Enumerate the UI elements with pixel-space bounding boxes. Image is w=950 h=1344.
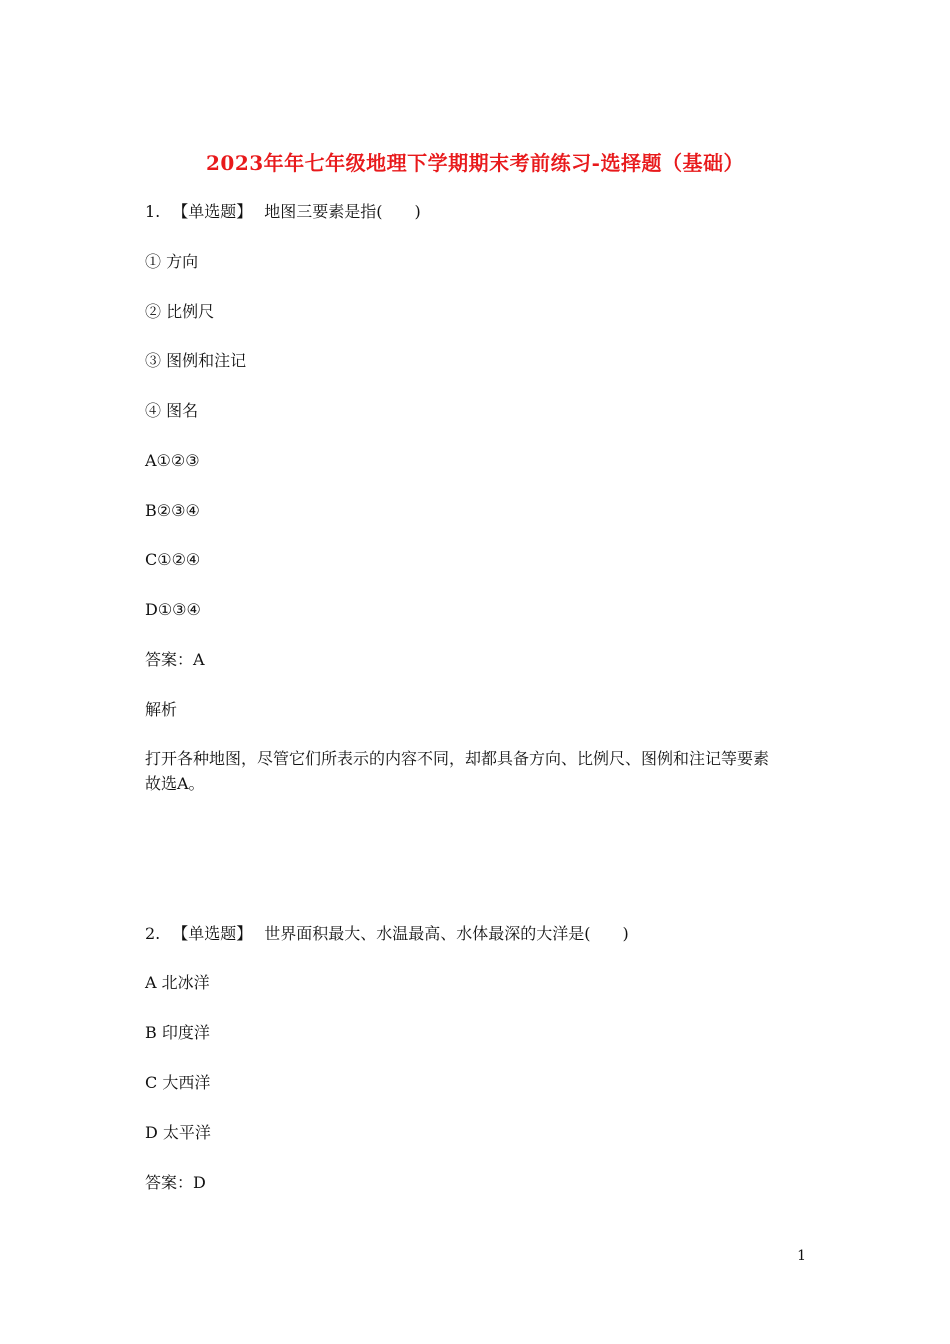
- question-1-analysis-text: 打开各种地图，尽管它们所表示的内容不同，却都具备方向、比例尺、图例和注记等要素: [145, 749, 770, 768]
- page-number: 1: [797, 1248, 806, 1264]
- question-2-header: [145, 922, 629, 946]
- document-title: 2023年年七年级地理下学期期末考前练习-选择题（基础）: [206, 151, 744, 175]
- question-1-header: [145, 200, 421, 224]
- question-1-option-d: D①③④: [145, 600, 201, 619]
- question-stem: 地图三要素是指( ): [264, 202, 421, 221]
- question-number: 2.: [145, 924, 161, 943]
- question-1-item: ② 比例尺: [145, 302, 215, 321]
- question-2-option-c: C 大西洋: [145, 1073, 211, 1092]
- question-1-option-c: C①②④: [145, 550, 201, 569]
- question-1-item: ① 方向: [145, 252, 199, 271]
- question-1-item: ③ 图例和注记: [145, 351, 247, 370]
- question-type-tag: 【单选题】: [172, 924, 253, 943]
- question-2-option-d: D 太平洋: [145, 1123, 211, 1142]
- question-1-item: ④ 图名: [145, 401, 199, 420]
- question-1-answer: 答案：A: [145, 650, 205, 669]
- question-1-option-a: A①②③: [145, 451, 200, 470]
- question-type-tag: 【单选题】: [172, 202, 253, 221]
- question-2-option-a: A 北冰洋: [145, 973, 210, 992]
- question-2-option-b: B 印度洋: [145, 1023, 210, 1042]
- question-number: 1.: [145, 202, 161, 221]
- question-2-answer: 答案：D: [145, 1173, 206, 1192]
- question-1-analysis-label: 解析: [145, 700, 178, 719]
- question-1-analysis-text: 故选A。: [145, 774, 205, 793]
- question-stem: 世界面积最大、水温最高、水体最深的大洋是( ): [264, 924, 629, 943]
- question-1-option-b: B②③④: [145, 501, 200, 520]
